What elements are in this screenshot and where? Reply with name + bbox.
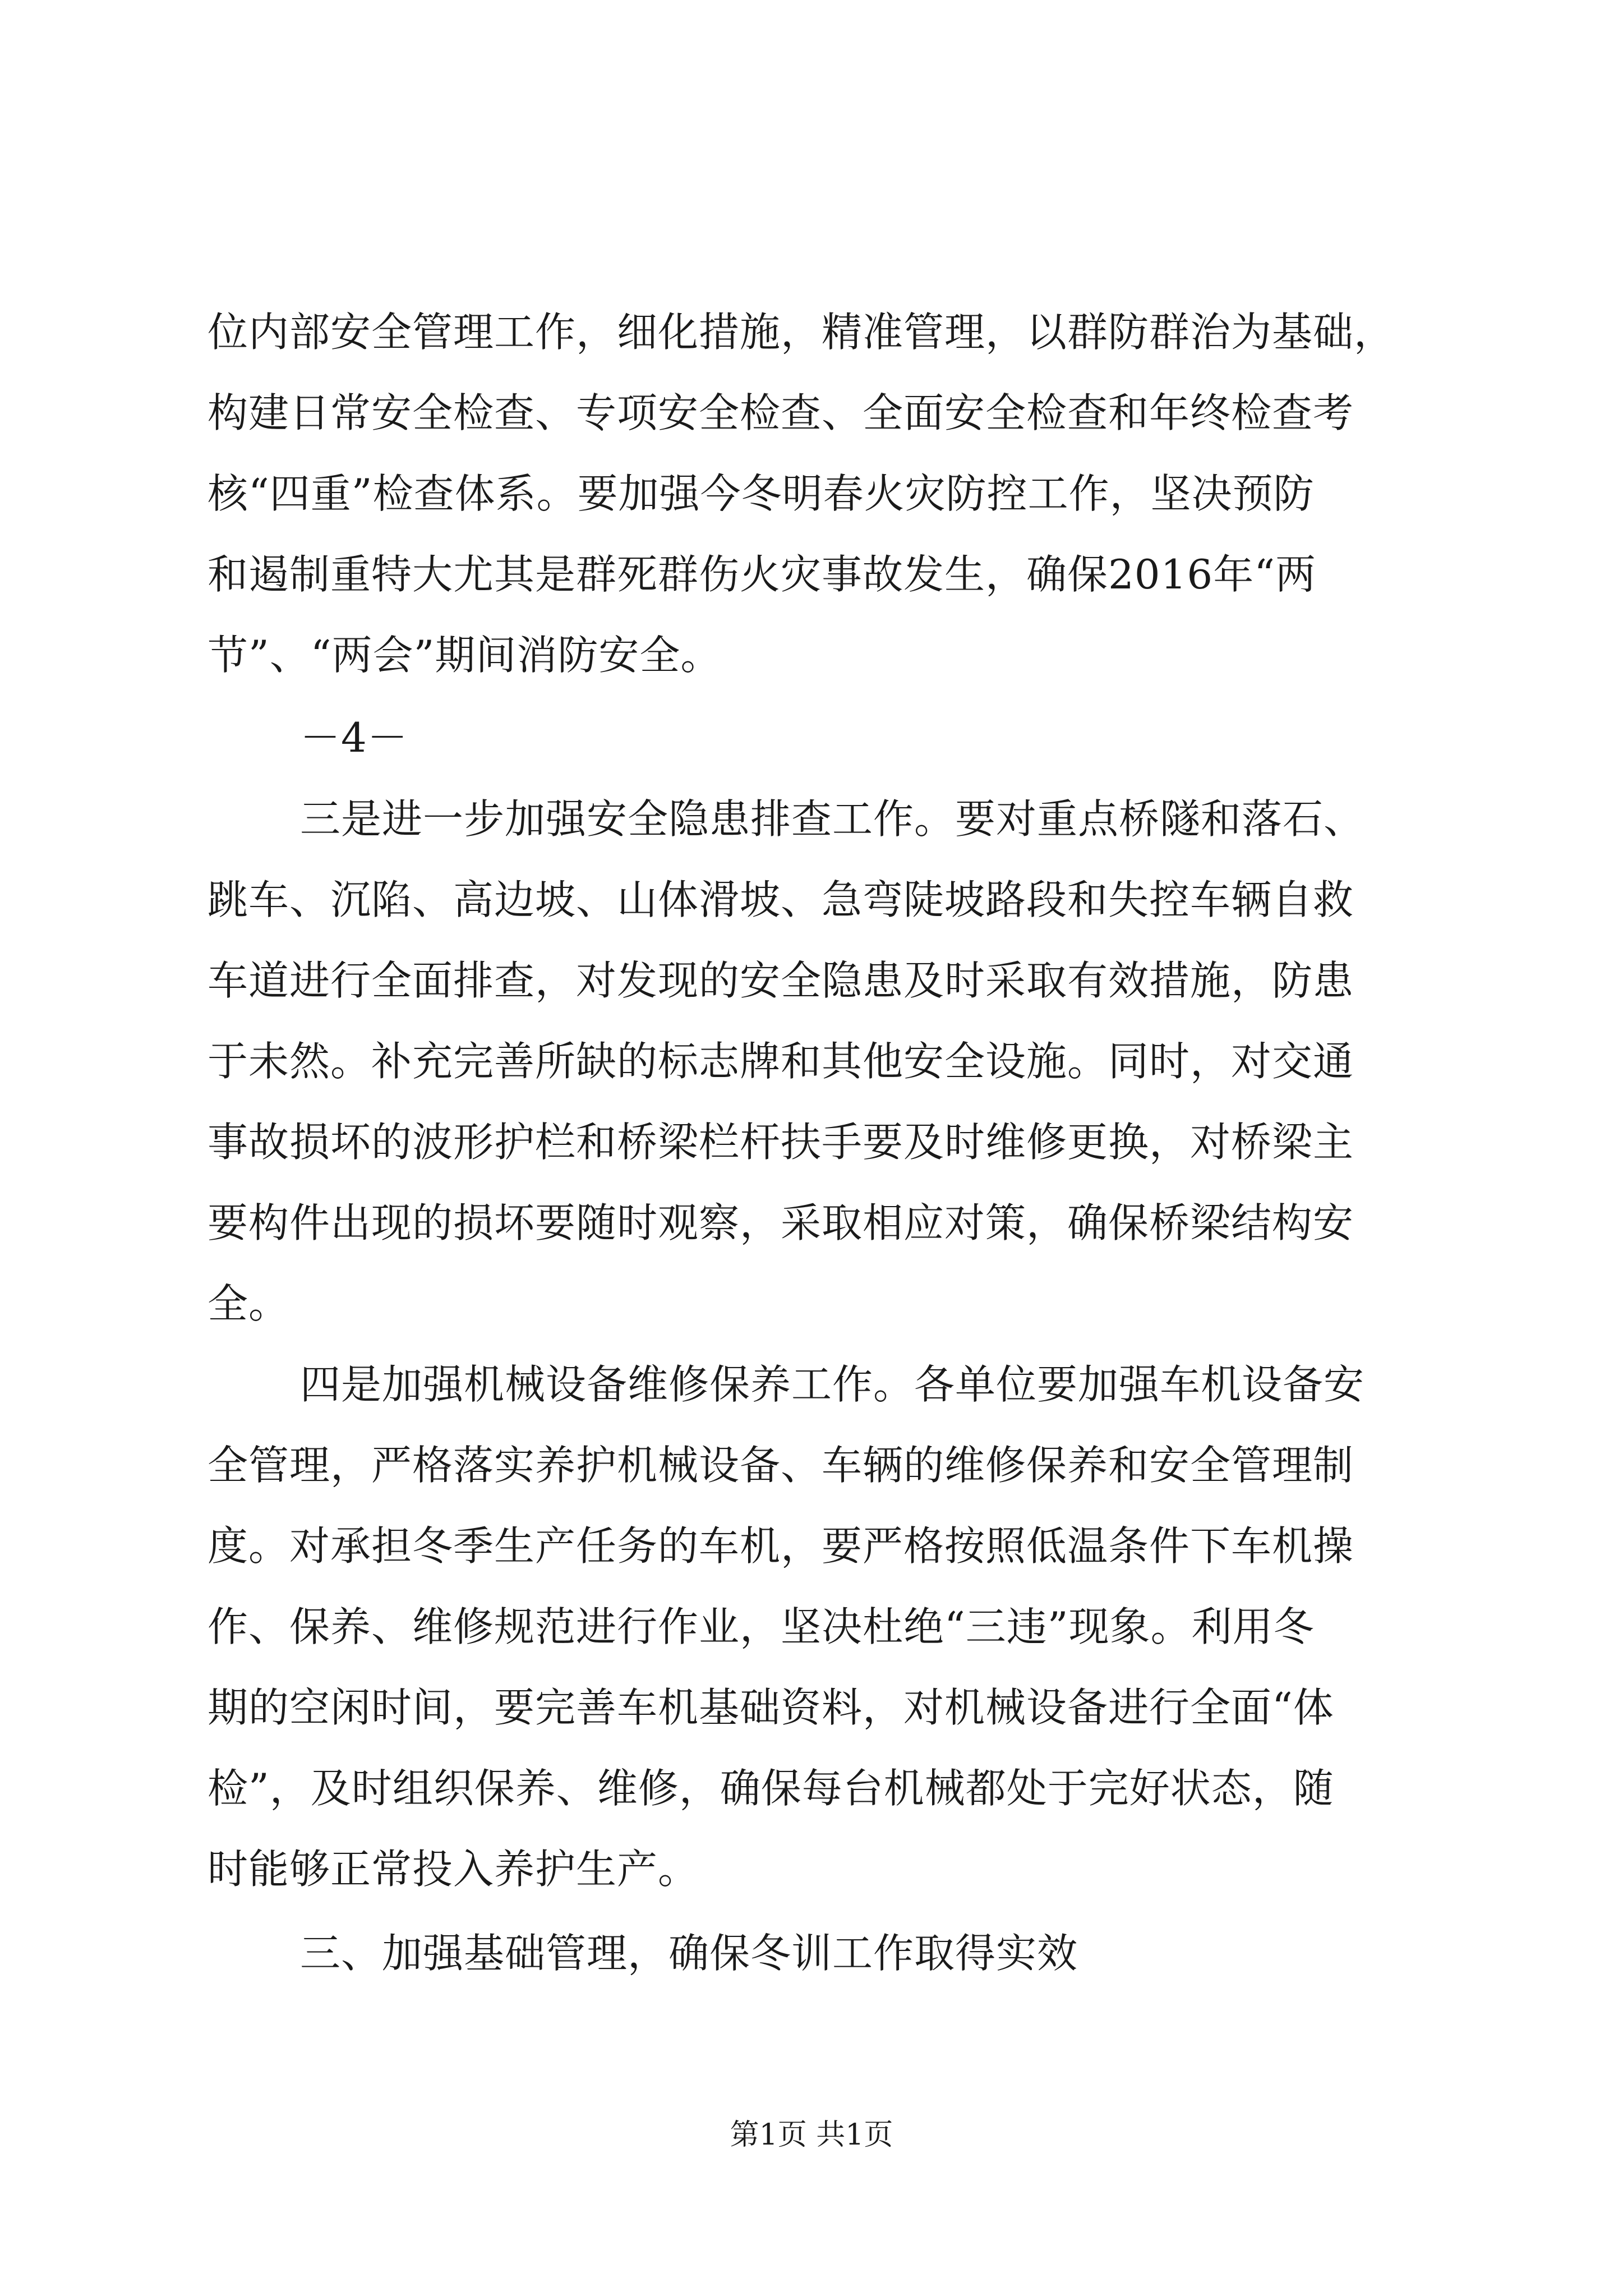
body-line: 要构件出现的损坏要随时观察，采取相应对策，确保桥梁结构安 (208, 1199, 1354, 1246)
body-line: 跳车、沉陷、高边坡、山体滑坡、急弯陡坡路段和失控车辆自救 (208, 876, 1354, 923)
body-line: 车道进行全面排查，对发现的安全隐患及时采取有效措施，防患 (208, 957, 1354, 1004)
body-line: 检”，及时组织保养、维修，确保每台机械都处于完好状态，随 (208, 1765, 1334, 1812)
body-line: 全。 (208, 1280, 290, 1327)
body-line: 时能够正常投入养护生产。 (208, 1846, 699, 1893)
body-line: 位内部安全管理工作，细化措施，精准管理，以群防群治为基础， (208, 309, 1395, 356)
body-line: 度。对承担冬季生产任务的车机，要严格按照低温条件下车机操 (208, 1522, 1354, 1570)
body-line: 和遏制重特大尤其是群死群伤火灾事故发生，确保2016年“两 (208, 551, 1317, 598)
body-line: 事故损坏的波形护栏和桥梁栏杆扶手要及时维修更换，对桥梁主 (208, 1119, 1354, 1166)
section-heading: 三、加强基础管理，确保冬训工作取得实效 (300, 1930, 1078, 1977)
body-line: 期的空闲时间，要完善车机基础资料，对机械设备进行全面“体 (208, 1684, 1334, 1731)
paragraph-first-line: 三是进一步加强安全隐患排查工作。要对重点桥隧和落石、 (300, 795, 1365, 843)
body-line: 核“四重”检查体系。要加强今冬明春火灾防控工作，坚决预防 (208, 470, 1315, 517)
paragraph-first-line: 四是加强机械设备维修保养工作。各单位要加强车机设备安 (300, 1361, 1365, 1408)
body-line: 节”、“两会”期间消防安全。 (208, 632, 722, 679)
body-line: 构建日常安全检查、专项安全检查、全面安全检查和年终检查考 (208, 389, 1354, 436)
body-line: 全管理，严格落实养护机械设备、车辆的维修保养和安全管理制 (208, 1442, 1354, 1489)
inline-page-marker: －4－ (300, 714, 408, 761)
body-line: 于未然。补充完善所缺的标志牌和其他安全设施。同时，对交通 (208, 1038, 1354, 1085)
body-line: 作、保养、维修规范进行作业，坚决杜绝“三违”现象。利用冬 (208, 1603, 1315, 1650)
page-footer: 第1页 共1页 (730, 2118, 893, 2152)
